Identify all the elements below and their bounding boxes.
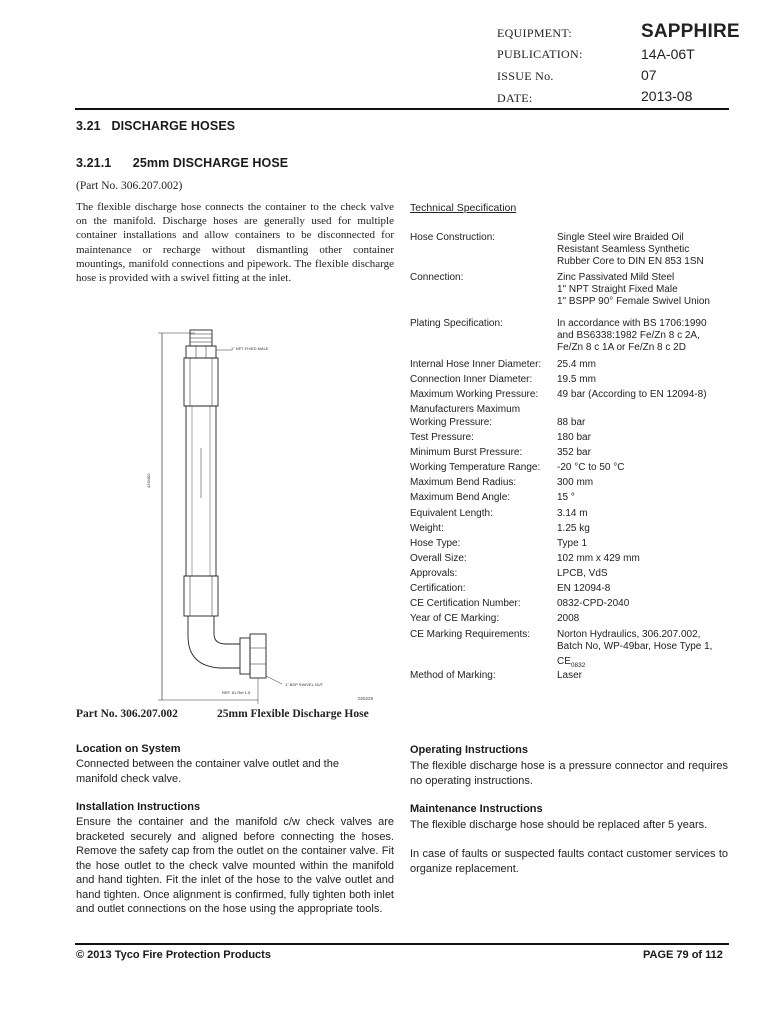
footer-page-number: PAGE 79 of 112 — [643, 949, 723, 961]
spec-label: Working Pressure: — [410, 417, 493, 428]
spec-value-line: In accordance with BS 1706:1990 — [557, 318, 707, 329]
spec-value — [557, 583, 732, 595]
issue-label: ISSUE No. — [497, 69, 554, 83]
location-text: Connected between the container valve outlet and the manifold check valve. — [76, 758, 339, 785]
location-heading: Location on System — [76, 743, 181, 755]
spec-label: Maximum Bend Radius: — [410, 477, 517, 488]
operating-text: The flexible discharge hose is a pressure connector and requires no operating instructions. — [410, 760, 728, 787]
spec-value — [557, 508, 732, 520]
spec-value-line: 102 mm x 429 mm — [557, 553, 640, 564]
issue-value: 07 — [641, 67, 657, 83]
maintenance-text-1: The flexible discharge hose should be replaced after 5 years. — [410, 819, 708, 831]
drawing-number: 025228 — [358, 696, 374, 701]
spec-label: Weight: — [410, 523, 444, 534]
spec-value — [557, 359, 732, 371]
spec-value-line: 300 mm — [557, 477, 594, 488]
spec-value-line: 2008 — [557, 613, 580, 624]
spec-value-line: 25.4 mm — [557, 359, 596, 370]
spec-value-line: Laser — [557, 670, 583, 681]
spec-value — [557, 389, 732, 401]
spec-value-line: 1" BSPP 90° Female Swivel Union — [557, 296, 710, 308]
spec-value-line: Fe/Zn 8 c 1A or Fe/Zn 8 c 2D — [557, 342, 686, 354]
spec-label: Plating Specification: — [410, 318, 503, 329]
spec-value — [557, 492, 732, 504]
subsection-title: 3.21.1 25mm DISCHARGE HOSE — [76, 156, 289, 170]
spec-label: Test Pressure: — [410, 432, 474, 443]
spec-label: Hose Construction: — [410, 232, 496, 243]
spec-value-line: 88 bar — [557, 417, 586, 428]
ce-mark-text: CE — [557, 656, 571, 667]
maintenance-heading: Maintenance Instructions — [410, 803, 543, 815]
drawing-caption-desc: 25mm Flexible Discharge Hose — [217, 708, 369, 720]
spec-label: Year of CE Marking: — [410, 613, 500, 624]
spec-label: Maximum Bend Angle: — [410, 492, 511, 503]
spec-value — [557, 417, 732, 429]
spec-label: Maximum Working Pressure: — [410, 389, 539, 400]
footer-copyright: © 2013 Tyco Fire Protection Products — [76, 949, 271, 961]
spec-label: Method of Marking: — [410, 670, 496, 681]
spec-value — [557, 568, 732, 580]
spec-value — [557, 477, 732, 489]
installation-heading: Installation Instructions — [76, 801, 201, 813]
publication-label: PUBLICATION: — [497, 47, 583, 61]
maintenance-text-2: In case of faults or suspected faults contact customer services to organize replacement. — [410, 848, 728, 875]
spec-label: Manufacturers Maximum — [410, 404, 521, 415]
spec-value-line: EN 12094-8 — [557, 583, 611, 594]
spec-value-line: and BS6338:1982 Fe/Zn 8 c 2A, — [557, 330, 700, 342]
spec-title: Technical Specification — [410, 202, 517, 214]
ce-mark — [557, 656, 585, 669]
spec-label: Working Temperature Range: — [410, 462, 541, 473]
spec-value-line: 1" NPT Straight Fixed Male — [557, 284, 678, 296]
spec-value — [557, 447, 732, 459]
spec-value-line: Resistant Seamless Synthetic — [557, 244, 690, 256]
spec-value — [557, 232, 732, 269]
spec-label: Internal Hose Inner Diameter: — [410, 359, 542, 370]
spec-value-line: Single Steel wire Braided Oil — [557, 232, 684, 243]
spec-label: Equivalent Length: — [410, 508, 493, 519]
spec-value — [557, 523, 732, 535]
spec-label: CE Marking Requirements: — [410, 629, 531, 640]
label-npt-fixed: 1" NPT FIXED MALE — [231, 346, 269, 351]
spec-value-line: Batch No, WP-49bar, Hose Type 1, — [557, 641, 713, 653]
spec-value-line: 3.14 m — [557, 508, 588, 519]
spec-label: Hose Type: — [410, 538, 461, 549]
spec-value-line: Type 1 — [557, 538, 588, 549]
spec-value-line: 19.5 mm — [557, 374, 596, 385]
label-ref-dim: REF. 81 Ref 1.5 — [222, 690, 251, 695]
spec-value — [557, 432, 732, 444]
spec-label: Certification: — [410, 583, 466, 594]
spec-value — [557, 538, 732, 550]
equipment-value: SAPPHIRE — [641, 21, 740, 42]
spec-label: Overall Size: — [410, 553, 467, 564]
spec-value-line: 180 bar — [557, 432, 591, 443]
spec-value-line: -20 °C to 50 °C — [557, 462, 625, 473]
operating-heading: Operating Instructions — [410, 744, 528, 756]
spec-label: CE Certification Number: — [410, 598, 521, 609]
spec-label: Approvals: — [410, 568, 458, 579]
date-label: DATE: — [497, 91, 533, 105]
spec-value-line: 352 bar — [557, 447, 591, 458]
drawing-caption-part: Part No. 306.207.002 — [76, 708, 178, 720]
installation-text: Ensure the container and the manifold c/w check valves are bracketed securely and aligned before connecting the hoses. Remove the safety cap from the outlet on the container valve. Fit the hose outlet to the check valve mounted within the manifold and hand tighten. Fit the inlet of the hose to the valve outlet and hand tighten. Once alignment is confirmed, fully tighten both inlet and outlet connections on the hose using the appropriate tools. — [76, 816, 394, 915]
spec-label: Minimum Burst Pressure: — [410, 447, 523, 458]
spec-value — [557, 462, 732, 474]
section-title: 3.21 DISCHARGE HOSES — [76, 119, 236, 133]
date-value: 2013-08 — [641, 88, 693, 104]
spec-value — [557, 598, 732, 610]
spec-value-line: 49 bar (According to EN 12094-8) — [557, 389, 707, 400]
spec-value-line: Rubber Core to DIN EN 853 1SN — [557, 256, 704, 268]
spec-value — [557, 553, 732, 565]
spec-value — [557, 670, 732, 682]
spec-value-line: 0832-CPD-2040 — [557, 598, 630, 609]
spec-value-line: Norton Hydraulics, 306.207.002, — [557, 629, 701, 640]
spec-value-line: 15 ° — [557, 492, 575, 503]
spec-value — [557, 613, 732, 625]
ce-mark-subscript: 0832 — [570, 662, 586, 669]
publication-value: 14A-06T — [641, 46, 695, 62]
equipment-label: EQUIPMENT: — [497, 26, 573, 40]
footer-rule — [75, 943, 729, 945]
hose-drawing — [140, 318, 380, 708]
spec-value — [557, 318, 732, 355]
spec-label: Connection: — [410, 272, 464, 283]
label-bsp-swivel: 1" BSP SWIVEL NUT — [285, 682, 324, 687]
label-height-dim: 429/450 — [146, 473, 151, 488]
part-number: (Part No. 306.207.002) — [76, 180, 183, 192]
spec-value-line: Zinc Passivated Mild Steel — [557, 272, 675, 283]
spec-label: Connection Inner Diameter: — [410, 374, 533, 385]
spec-value — [557, 629, 732, 653]
spec-value — [557, 272, 732, 309]
header-rule — [75, 108, 729, 110]
intro-paragraph: The flexible discharge hose connects the container to the check valve on the manifold. Discharge hoses are generally used for multiple container installations and allow containers to be disconnected for maintenance or recharge without dismantling other container mountings, manifold connections and pipework. The flexible discharge hose is provided with a swivel fitting at the inlet. — [76, 201, 394, 285]
spec-value — [557, 374, 732, 386]
spec-value-line: LPCB, VdS — [557, 568, 608, 579]
spec-value-line: 1.25 kg — [557, 523, 590, 534]
